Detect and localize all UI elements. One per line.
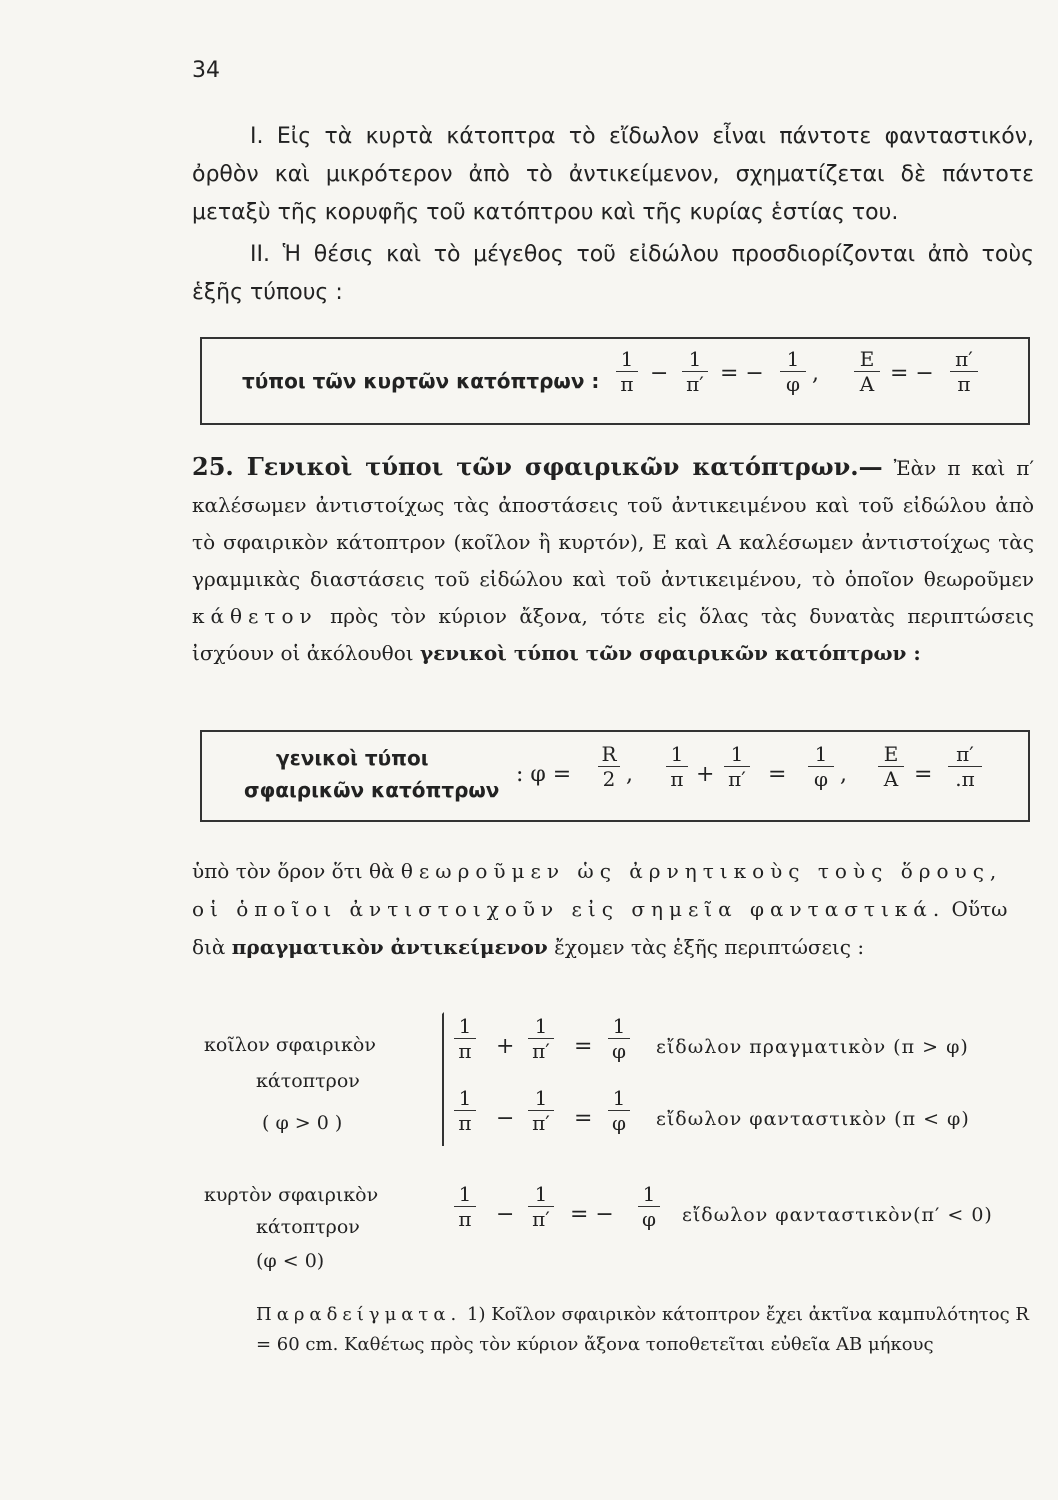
fraction: π′ π xyxy=(948,347,980,396)
convex-label-line1: κυρτὸν σφαιρικὸν xyxy=(204,1184,379,1206)
formula-label-line2: σφαιρικῶν κατόπτρων xyxy=(244,778,500,802)
condition-text: Οὕτω διὰ xyxy=(192,897,1008,959)
section-body: πρὸς τὸν κύριον ἄξονα, τότε εἰς ὅλας τὰς δυνατὰς περιπτώσεις ἰσχύουν οἱ ἀκόλουθοι xyxy=(192,604,1034,665)
fraction: R 2 xyxy=(596,742,622,791)
operator: = − xyxy=(570,1202,614,1227)
fraction: 1 π′ xyxy=(722,742,752,791)
paragraph-text: II. Ἡ θέσις καὶ τὸ μέγεθος τοῦ εἰδώλου προσδιορίζονται ἀπὸ τοὺς ἑξῆς τύπους : xyxy=(192,242,1034,305)
paragraph-convex-summary xyxy=(192,118,1034,232)
convex-formula-box xyxy=(200,337,1030,425)
fraction: π′ .π xyxy=(946,742,984,791)
fraction: 1 π′ xyxy=(526,1182,556,1231)
convex-label-line3: (φ < 0) xyxy=(256,1250,325,1272)
operator: + xyxy=(496,1034,515,1059)
operator: = − xyxy=(890,361,934,386)
fraction: 1 φ xyxy=(606,1086,632,1135)
fraction: 1 π xyxy=(452,1182,478,1231)
fraction: 1 π′ xyxy=(526,1086,556,1135)
fraction: 1 φ xyxy=(806,742,836,791)
fraction: 1 π xyxy=(664,742,690,791)
fraction: 1 φ xyxy=(778,347,808,396)
case-result: εἴδωλον φανταστικὸν(π′ < 0) xyxy=(682,1204,993,1226)
operator: − xyxy=(496,1202,515,1227)
operator: = xyxy=(768,762,787,787)
case-result: εἴδωλον φανταστικὸν (π < φ) xyxy=(656,1108,970,1130)
fraction: 1 π′ xyxy=(526,1014,556,1063)
section-body: Ἐὰν π καὶ π′ καλέσωμεν ἀντιστοίχως τὰς ἀποστάσεις τοῦ ἀντικειμένου καὶ τοῦ εἰδώλου ἀπὸ τὸ σφαιρικὸν κάτοπτρον (κοῖλον ἢ κυρτόν), Ε καὶ Α καλέσωμεν ἀντιστοίχως τὰς γραμμικὰς διαστάσεις τοῦ εἰδώλου καὶ τοῦ ἀντικειμένου, τὸ ὁποῖον θεωροῦμεν xyxy=(192,456,1034,591)
case-result: εἴδωλον πραγματικὸν (π > φ) xyxy=(656,1036,969,1058)
emphasis-spaced: κάθετον xyxy=(192,604,318,628)
emphasis-bold: πραγματικὸν ἀντικείμενον xyxy=(231,935,548,959)
examples-heading: Παραδείγματα. xyxy=(256,1304,462,1325)
general-formula-box xyxy=(200,730,1030,822)
fraction: 1 π xyxy=(452,1014,478,1063)
concave-label-line3: ( φ > 0 ) xyxy=(262,1112,343,1134)
operator: = xyxy=(914,762,933,787)
concave-label-line1: κοῖλον σφαιρικὸν xyxy=(204,1034,376,1056)
fraction: 1 π xyxy=(614,347,640,396)
case-bracket xyxy=(430,1012,444,1146)
emphasis-bold: γενικοὶ τύποι τῶν σφαιρικῶν κατόπτρων : xyxy=(419,641,921,665)
fraction: 1 π′ xyxy=(680,347,710,396)
condition-text: ἔχομεν τὰς ἑξῆς περιπτώσεις : xyxy=(554,935,865,959)
operator: = xyxy=(574,1106,593,1131)
operator: = xyxy=(574,1034,593,1059)
section-title: 25. Γενικοὶ τύποι τῶν σφαιρικῶν κατόπτρων.— xyxy=(192,452,883,481)
sign-convention xyxy=(192,852,1034,966)
operator: − xyxy=(496,1106,515,1131)
fraction: E A xyxy=(876,742,906,791)
page-number: 34 xyxy=(192,58,220,83)
condition-text: ὑπὸ τὸν ὅρον ὅτι θὰ xyxy=(192,859,395,883)
formula-label: τύποι τῶν κυρτῶν κατόπτρων : xyxy=(242,369,600,393)
concave-label-line2: κάτοπτρον xyxy=(256,1070,360,1092)
formula-label-line1: γενικοὶ τύποι xyxy=(276,746,429,770)
fraction: 1 π xyxy=(452,1086,478,1135)
emphasis-spaced: θεωροῦμεν ὡς ἀρνητικοὺς τοὺς ὅρους, οἱ ὁποῖοι ἀντιστοιχοῦν εἰς σημεῖα φανταστικά. xyxy=(192,859,1003,921)
operator: − xyxy=(650,361,669,386)
phi-equals: : φ = xyxy=(516,762,572,787)
examples-paragraph xyxy=(256,1300,1046,1360)
section-25 xyxy=(192,448,1034,672)
fraction: E A xyxy=(852,347,882,396)
examples-text: 1) Κοῖλον σφαιρικὸν κάτοπτρον ἔχει ἀκτῖνα καμπυλότητος R = 60 cm. Καθέτως πρὸς τὸν κύριον ἄξονα τοποθετεῖται εὐθεῖα ΑΒ μήκους xyxy=(256,1304,1029,1355)
operator: = − xyxy=(720,361,764,386)
paragraph-formulas-intro xyxy=(192,236,1034,312)
convex-label-line2: κάτοπτρον xyxy=(256,1216,360,1238)
separator: , xyxy=(626,762,633,787)
fraction: 1 φ xyxy=(636,1182,662,1231)
separator: , xyxy=(812,361,819,386)
separator: , xyxy=(840,762,847,787)
fraction: 1 φ xyxy=(606,1014,632,1063)
paragraph-text: I. Εἰς τὰ κυρτὰ κάτοπτρα τὸ εἴδωλον εἶναι πάντοτε φανταστικόν, ὀρθὸν καὶ μικρότερον ἀπὸ τὸ ἀντικείμενον, σχηματίζεται δὲ πάντοτε μεταξὺ τῆς κορυφῆς τοῦ κατόπτρου καὶ τῆς κυρίας ἑστίας του. xyxy=(192,124,1034,225)
operator: + xyxy=(696,762,715,787)
